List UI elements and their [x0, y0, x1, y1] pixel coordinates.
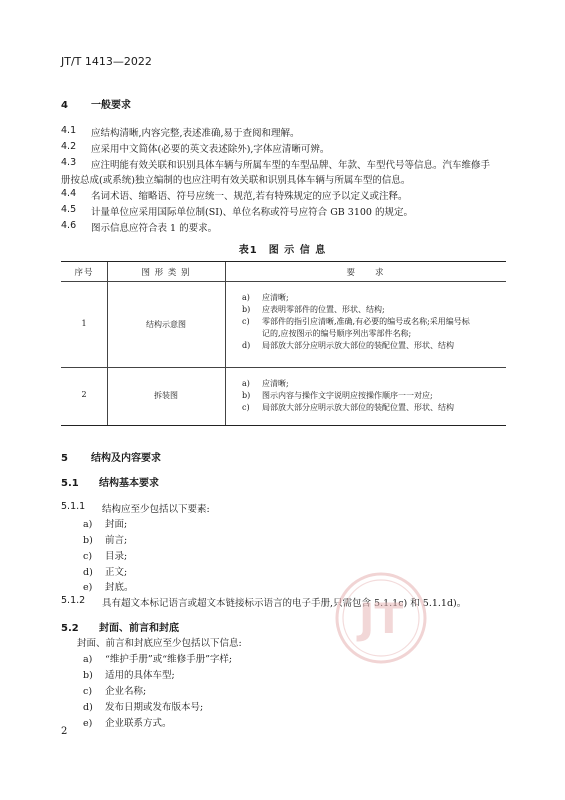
table-row-2-type: 拆装图 — [154, 391, 178, 400]
section-5-2-heading — [61, 619, 179, 634]
header-cell-type: 图 形 类 别 — [141, 268, 191, 278]
clause-number: 4.1 — [61, 125, 77, 136]
clause-4-6 — [61, 220, 217, 234]
table-row-1-type: 结构示意图 — [146, 320, 186, 329]
row-divider — [61, 367, 506, 368]
clause-number: 4.2 — [61, 141, 77, 152]
list-item: d) 正文; — [83, 567, 128, 578]
clause-number: 4.4 — [61, 188, 77, 199]
list-item: e) 封底。 — [83, 582, 134, 593]
list-item: a) 应清晰; — [242, 293, 289, 302]
section-title: 结构基本要求 — [99, 478, 159, 489]
clause-text: 册按总成(或系统)独立编制的也应注明有效关联和识别具体车辆与所属车型的信息。 — [61, 175, 411, 186]
clause-text: 具有超文本标记语言或超文本链接标示语言的电子手册,只需包含 5.1.1c) 和 5.1.1d)。 — [102, 598, 467, 609]
list-item: 记的,应按图示的编号顺序列出零部件名称; — [262, 329, 412, 338]
section-title: 一般要求 — [91, 100, 131, 111]
clause-4-1 — [61, 125, 300, 139]
header-divider — [61, 281, 506, 282]
header-cell-no: 序号 — [74, 268, 94, 278]
list-item: c) 局部放大部分应明示放大部位的装配位置、形状、结构 — [242, 403, 454, 412]
list-item: c) 目录; — [83, 551, 128, 562]
svg-text:JT: JT — [358, 594, 404, 643]
clause-number: 5.1.1 — [61, 501, 86, 512]
section-5-heading — [61, 449, 161, 464]
list-item: c) 企业名称; — [83, 686, 147, 697]
list-item: a) 应清晰; — [242, 379, 289, 388]
clause-4-3 — [61, 157, 490, 171]
clause-number: 4.6 — [61, 220, 77, 231]
paragraph-intro: 封面、前言和封底应至少包括以下信息: — [77, 638, 242, 649]
clause-5-1-1 — [61, 501, 210, 515]
list-item: e) 企业联系方式。 — [83, 718, 172, 729]
clause-number: 5.1.2 — [61, 595, 86, 606]
clause-text: 结构应至少包括以下要素: — [102, 504, 210, 515]
list-item: a) “维护手册”或“维修手册”字样; — [83, 654, 233, 665]
section-5-1-heading — [61, 474, 159, 489]
clause-text: 应注明能有效关联和识别具体车辆与所属车型的车型品牌、年款、车型代号等信息。汽车维修手 — [91, 160, 491, 171]
list-item: a) 封面; — [83, 519, 128, 530]
section-title: 结构及内容要求 — [91, 453, 161, 464]
section-number: 5 — [61, 453, 68, 464]
list-item: c) 零部件的指引应清晰,准确,有必要的编号或名称;采用编号标 — [242, 317, 470, 326]
graphic-info-table — [61, 261, 506, 426]
section-number: 5.1 — [61, 478, 79, 489]
clause-number: 4.3 — [61, 157, 77, 168]
clause-number: 4.5 — [61, 204, 77, 215]
list-item: b) 图示内容与操作文字说明应按操作顺序一一对应; — [242, 391, 433, 400]
list-item: d) 发布日期或发布版本号; — [83, 702, 204, 713]
clause-4-5 — [61, 204, 413, 218]
clause-text: 应采用中文简体(必要的英文表述除外),字体应清晰可辨。 — [91, 144, 330, 155]
jt-watermark-icon — [333, 570, 429, 666]
clause-4-3-continued — [61, 172, 410, 186]
table-row-2-no: 2 — [81, 390, 87, 399]
clause-text: 图示信息应符合表 1 的要求。 — [91, 223, 218, 234]
list-item: b) 适用的具体车型; — [83, 670, 175, 681]
section-title: 封面、前言和封底 — [99, 623, 179, 634]
clause-text: 应结构清晰,内容完整,表述准确,易于查阅和理解。 — [91, 128, 300, 139]
header-cell-requirement: 要 求 — [346, 268, 385, 278]
list-item: d) 局部放大部分应明示放大部位的装配位置、形状、结构 — [242, 341, 454, 350]
clause-4-2 — [61, 141, 329, 155]
clause-text: 名词术语、缩略语、符号应统一、规范,若有特殊规定的应予以定义或注释。 — [91, 191, 408, 202]
clause-text: 计量单位应采用国际单位制(SI)、单位名称或符号应符合 GB 3100 的规定。 — [91, 207, 413, 218]
page-number: 2 — [61, 726, 68, 737]
table-row-2-requirement — [242, 378, 454, 414]
section-4-heading — [61, 96, 131, 111]
document-header: JT/T 1413—2022 — [61, 55, 152, 68]
list-item: b) 应表明零部件的位置、形状、结构; — [242, 305, 385, 314]
table-row-1-requirement — [242, 292, 470, 352]
table-caption: 表1 图 示 信 息 — [238, 245, 327, 256]
table-row-1-no: 1 — [81, 319, 87, 328]
column-divider — [225, 262, 226, 425]
section-number: 5.2 — [61, 623, 79, 634]
list-item: b) 前言; — [83, 535, 128, 546]
clause-4-4 — [61, 188, 408, 202]
section-number: 4 — [61, 100, 68, 111]
